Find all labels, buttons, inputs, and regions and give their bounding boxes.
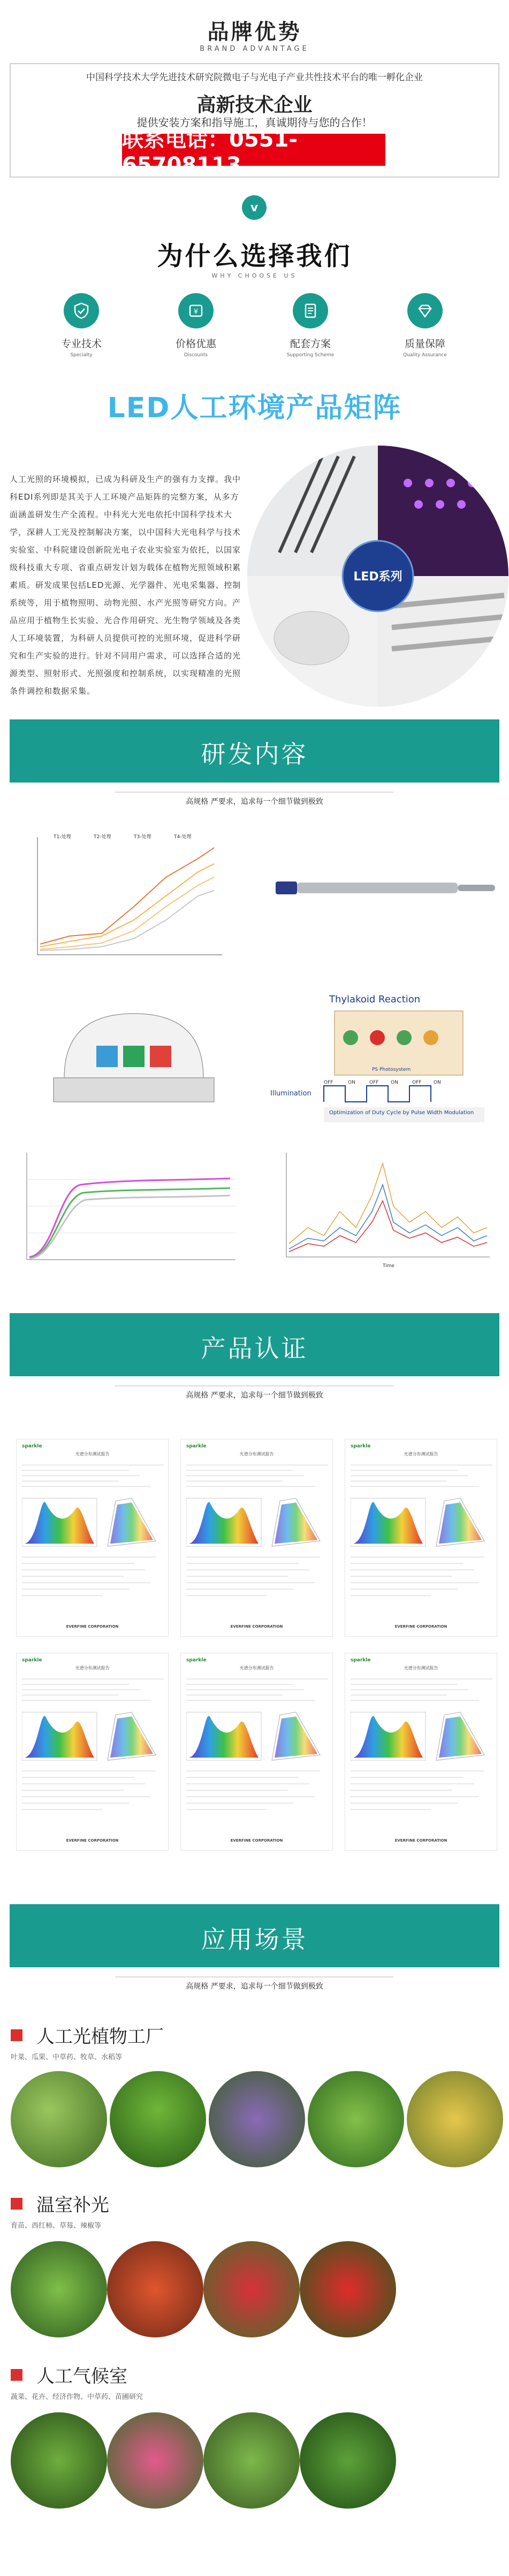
rd-title: 研发内容 <box>201 740 308 769</box>
chart-legend-item: T3-处理 <box>134 834 151 840</box>
certificate-grid <box>16 1439 498 1856</box>
illumination-label: Illumination <box>270 1090 312 1098</box>
brand-subtitle: BRAND ADVANTAGE <box>200 45 309 53</box>
nursery-photo <box>300 2412 396 2509</box>
state-label: OFF <box>324 1080 333 1085</box>
cert-footer: EVERFINE CORPORATION <box>66 1838 119 1843</box>
cert-brand: sparkle <box>351 1658 371 1663</box>
cert-divider <box>115 1385 393 1386</box>
pepper-photo <box>110 2071 206 2167</box>
grass-photo <box>308 2071 404 2167</box>
scene-heading <box>11 2022 164 2048</box>
thylakoid-diagram <box>270 990 495 1123</box>
cert-doc-title: 光谱分布测试报告 <box>239 1666 274 1670</box>
chili-photo <box>300 2241 396 2337</box>
cert-spectrum-figure <box>22 1461 164 1611</box>
chart-legend-item: T4-处理 <box>174 834 192 840</box>
rd-note: 高规格 严要求，追求每一个细节做到极致 <box>186 798 323 806</box>
app-note: 高规格 严要求，追求每一个细节做到极致 <box>186 1982 323 1991</box>
bullet-square-icon <box>11 2198 22 2210</box>
cert-footer: EVERFINE CORPORATION <box>230 1838 283 1843</box>
growth-curve-chart <box>16 1147 241 1270</box>
feature-sublabel: Discounts <box>184 352 208 358</box>
certificate-card <box>345 1653 497 1851</box>
intro-text: 中国科学技术大学先进技术研究院微电子与光电子产业共性技术平台的唯一孵化企业 <box>86 72 423 83</box>
price-tag-icon <box>178 293 214 328</box>
feature-label: 质量保障 <box>404 338 445 350</box>
state-label: OFF <box>369 1080 379 1085</box>
led-product-collage <box>247 446 508 707</box>
vegetable-photo <box>11 2412 107 2509</box>
cert-footer: EVERFINE CORPORATION <box>394 1624 447 1629</box>
x-axis-label: Time <box>383 1263 395 1269</box>
cert-spectrum-figure <box>22 1675 164 1824</box>
cert-footer: EVERFINE CORPORATION <box>66 1624 119 1629</box>
bullet-square-icon <box>11 2369 22 2381</box>
cert-spectrum-figure <box>351 1675 492 1824</box>
service-text: 提供安装方案和指导施工，真诚期待与您的合作！ <box>136 116 373 129</box>
cert-spectrum-figure <box>186 1675 328 1824</box>
scene-photo-row <box>11 2241 396 2343</box>
feature-discounts <box>142 293 249 358</box>
certificate-card <box>16 1439 169 1637</box>
certificate-card <box>16 1653 169 1851</box>
photosystem-label: PS Photosystem <box>372 1067 411 1072</box>
feature-sublabel: Supporting Scheme <box>286 352 335 358</box>
brand-title: 品牌优势 <box>207 20 302 44</box>
scene-title: 人工气候室 <box>36 2366 127 2387</box>
rice-photo <box>407 2071 503 2167</box>
thylakoid-title: Thylakoid Reaction <box>329 994 421 1005</box>
shield-check-icon <box>64 293 99 328</box>
scene-photo-row <box>11 2412 396 2514</box>
seedling-photo <box>11 2241 107 2337</box>
cert-doc-title: 光谱分布测试报告 <box>239 1452 274 1456</box>
cert-brand: sparkle <box>186 1658 207 1663</box>
feature-sublabel: Specialty <box>70 352 93 358</box>
state-label: ON <box>348 1080 355 1085</box>
sensor-probe-image <box>276 877 500 899</box>
chamber-diagram <box>16 992 241 1115</box>
scene-crops: 叶菜、瓜果、中草药、牧草、水稻等 <box>11 2053 123 2061</box>
feature-label: 专业技术 <box>60 338 102 350</box>
strawberry-photo <box>203 2241 300 2337</box>
scene-heading <box>11 2190 109 2217</box>
contact-phone-banner[interactable]: 联系电话：0551-65708113 <box>122 134 385 166</box>
chart-legend-item: T1-处理 <box>54 834 71 840</box>
app-title: 应用场景 <box>201 1925 308 1954</box>
state-label: OFF <box>412 1080 422 1085</box>
scene-crops: 蔬菜、花卉、经济作物、中草药、苗圃研究 <box>11 2393 143 2401</box>
growth-line-chart <box>16 826 230 971</box>
cert-footer: EVERFINE CORPORATION <box>394 1838 447 1843</box>
why-subtitle: WHY CHOOSE US <box>211 272 298 279</box>
cert-brand: sparkle <box>22 1444 42 1449</box>
crop-photo <box>203 2412 300 2509</box>
why-title: 为什么选择我们 <box>157 241 352 271</box>
cert-brand: sparkle <box>351 1444 371 1449</box>
feature-label: 配套方案 <box>290 338 331 350</box>
certificate-card <box>345 1439 497 1637</box>
svg-text:¥: ¥ <box>193 308 199 316</box>
document-icon <box>293 293 328 328</box>
chart-legend-item: T2-处理 <box>94 834 111 840</box>
app-divider <box>115 1976 393 1977</box>
multi-series-line-chart <box>270 1147 495 1270</box>
state-label: ON <box>391 1080 398 1085</box>
cert-title: 产品认证 <box>201 1334 308 1363</box>
matrix-title: LED人工环境产品矩阵 <box>107 392 402 424</box>
cert-brand: sparkle <box>22 1658 42 1663</box>
scene-title: 温室补光 <box>36 2195 109 2216</box>
scene-heading <box>11 2362 127 2388</box>
cert-brand: sparkle <box>186 1444 207 1449</box>
certificate-card <box>180 1439 333 1637</box>
state-label: ON <box>434 1080 441 1085</box>
flower-photo <box>107 2412 203 2509</box>
feature-scheme <box>257 293 364 358</box>
feature-specialty <box>28 293 135 358</box>
enterprise-heading: 高新技术企业 <box>196 94 313 116</box>
cert-doc-title: 光谱分布测试报告 <box>404 1666 438 1670</box>
tomato-photo <box>107 2241 203 2337</box>
lettuce-photo <box>11 2071 107 2167</box>
feature-label: 价格优惠 <box>175 338 216 350</box>
pwm-caption: Optimization of Duty Cycle by Pulse Width Modulation <box>329 1110 474 1116</box>
herb-flower-photo <box>209 2071 305 2167</box>
cert-note: 高规格 严要求，追求每一个细节做到极致 <box>186 1391 323 1400</box>
cert-doc-title: 光谱分布测试报告 <box>75 1666 110 1670</box>
cert-doc-title: 光谱分布测试报告 <box>404 1452 438 1456</box>
scene-crops: 育苗、西红柿、草莓、辣椒等 <box>11 2222 102 2230</box>
v-badge: v <box>242 195 267 220</box>
feature-sublabel: Quality Assurance <box>403 352 447 358</box>
cert-footer: EVERFINE CORPORATION <box>230 1624 283 1629</box>
cert-spectrum-figure <box>186 1461 328 1611</box>
bullet-square-icon <box>11 2029 22 2041</box>
led-series-label: LED系列 <box>353 570 402 584</box>
scene-title: 人工光植物工厂 <box>36 2026 164 2048</box>
cert-doc-title: 光谱分布测试报告 <box>75 1452 110 1456</box>
certificate-card <box>180 1653 333 1851</box>
diamond-icon <box>407 293 443 328</box>
rd-divider <box>115 792 393 793</box>
feature-quality <box>371 293 478 358</box>
scene-photo-row <box>11 2071 503 2173</box>
matrix-paragraph: 人工光照的环境模拟，已成为科研及生产的强有力支撑。我中科EDI系列即是其关于人工环境产品矩阵的完整方案，从多方面涵盖研发生产全流程。中科光大光电依托中国科学技术大学，深耕人工光及控制解决方案，以中国科大光电科学与技术实验室、中科院建设创新院光电子农业实验室为依托，以国家级科技重大专项、省重点研发计划为载体在植物光照领域积累素质。研发成果包括LED光源、光学器件、光电采集器、控制系统等，用于植物照明、动物光照、水产光照等研究方向。产品应用于植物生长实验、光合作用研究、光生物学领域及各类人工环境装置，为科研人员提供可控的光照环境，促进科学研究和生产实验的进行。针对不同用户需求，可以选择合适的光源类型、照射形式、光照强度和控制系统，以实现精准的光照条件调控和数据采集。 <box>10 474 241 696</box>
cert-spectrum-figure <box>351 1461 492 1611</box>
